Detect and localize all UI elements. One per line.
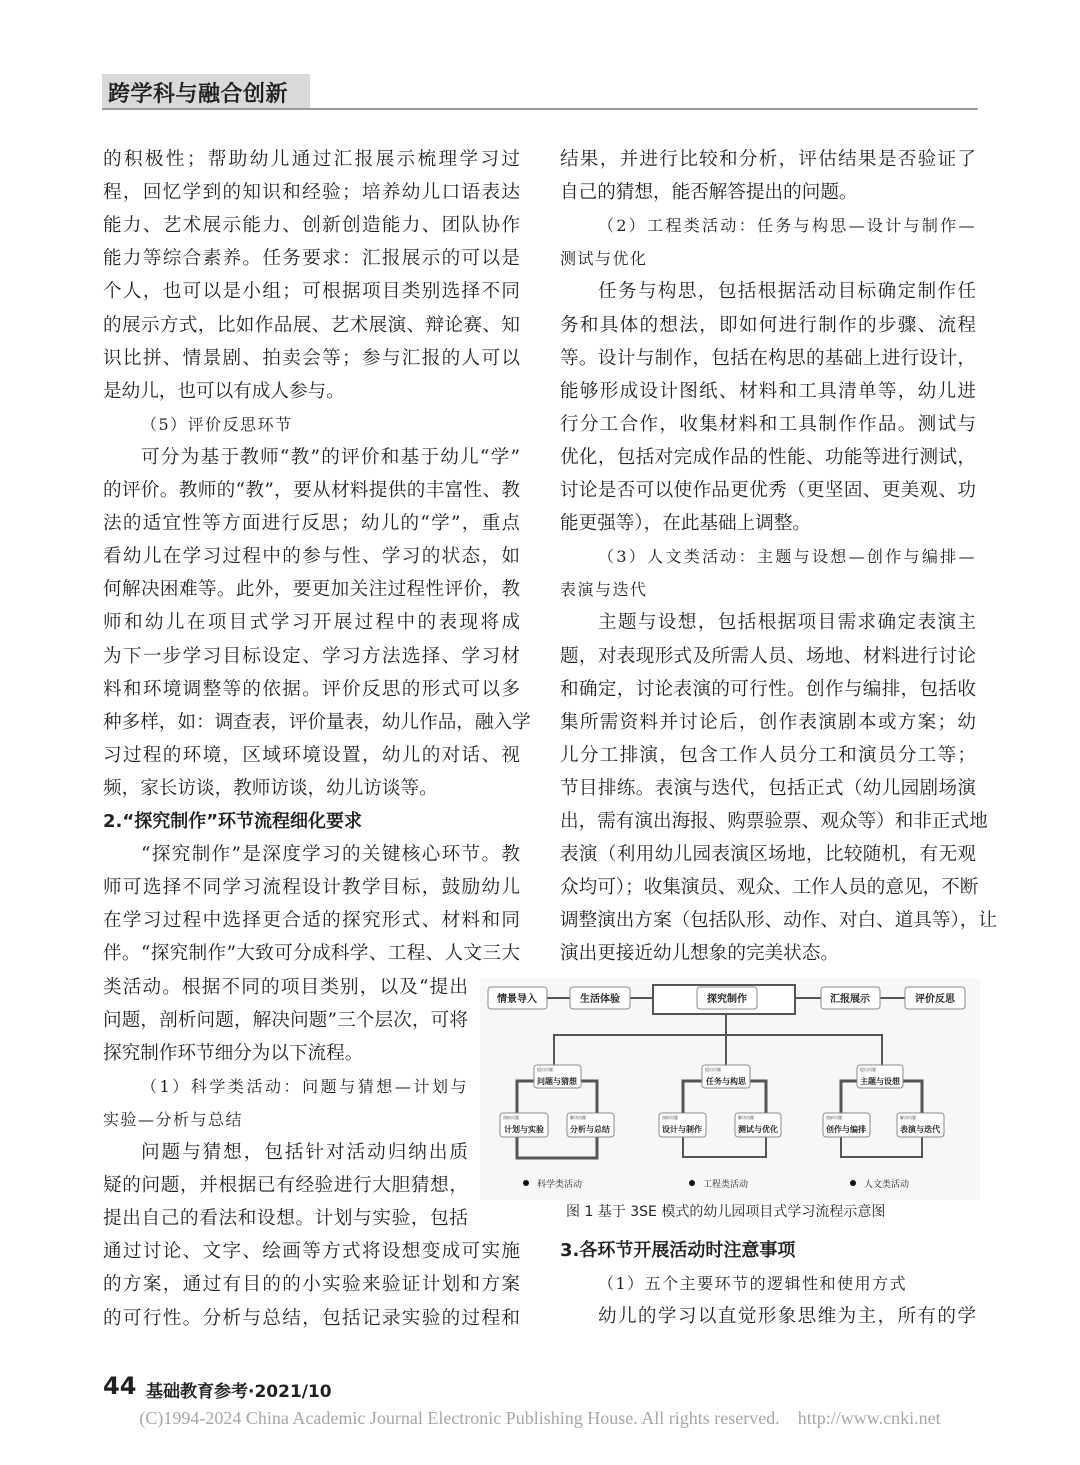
section-heading: 3.各环节开展活动时注意事项	[560, 1240, 796, 1261]
step-label: 情景导入	[497, 994, 537, 1005]
stage-label: 提出问题	[537, 1067, 553, 1072]
text-line: 幼儿的学习以直觉形象思维为主，所有的学	[598, 1306, 976, 1328]
page-number: 44	[103, 1372, 137, 1400]
text-line: 能更强等），在此基础上调整。	[560, 513, 812, 535]
text-line: 优化，包括对完成作品的性能、功能等进行测试，	[560, 446, 976, 468]
stage-label: 提出问题	[705, 1067, 721, 1072]
subsection-heading: 表演与迭代	[560, 580, 648, 600]
text-line: 结果，并进行比较和分析，评估结果是否验证了	[560, 149, 976, 170]
text-line: 的方案，通过有目的的小实验来验证计划和方案	[103, 1274, 520, 1296]
node-label: 表演与迭代	[900, 1125, 940, 1134]
text-line: 在学习过程中选择更合适的探究形式、材料和同	[103, 910, 520, 932]
legend-dot	[689, 1180, 695, 1186]
legend-dot	[523, 1180, 529, 1186]
text-line: 集所需资料并讨论后，创作表演剧本或方案；幼	[560, 711, 976, 733]
text-line: 能力等综合素养。任务要求：汇报展示的可以是	[103, 248, 520, 270]
legend-label: 人文类活动	[864, 1180, 910, 1190]
section-header	[102, 74, 310, 108]
text-line: 通过讨论、文字、绘画等方式将设想变成可实施	[103, 1241, 520, 1263]
text-line: 能力、艺术展示能力、创新创造能力、团队协作	[103, 215, 520, 237]
text-line: 习过程的环境，区域环境设置，幼儿的对话、视	[103, 744, 520, 766]
text-line: 料和环境调整等的依据。评价反思的形式可以多	[103, 678, 520, 700]
figure-1	[480, 978, 980, 1200]
text-line: 的可行性。分析与总结，包括记录实验的过程和	[103, 1307, 520, 1329]
stage-label: 剖析问题	[503, 1115, 519, 1120]
text-line: 儿分工排演，包含工作人员分工和演员分工等；	[560, 744, 976, 766]
journal-issue: 基础教育参考·2021/10	[146, 1382, 332, 1402]
text-line: 务和具体的想法，即如何进行制作的步骤、流程	[560, 314, 976, 336]
figure-caption: 图 1 基于 3SE 模式的幼儿园项目式学习流程示意图	[566, 1204, 886, 1220]
subsection-heading: （2）工程类活动：任务与构思—设计与制作—	[598, 216, 976, 236]
text-line: 为下一步学习目标设定、学习方法选择、学习材	[103, 645, 520, 667]
text-line: 的展示方式，比如作品展、艺术展演、辩论赛、知	[103, 314, 520, 336]
text-line: 众均可）；收集演员、观众、工作人员的意见，不断	[560, 877, 979, 899]
text-line: 类活动。根据不同的项目类别，以及“提出	[103, 976, 468, 998]
node-label: 创作与编排	[826, 1125, 866, 1134]
text-line: 调整演出方案（包括队形、动作、对白、道具等），让	[560, 910, 997, 932]
text-line: 任务与构思，包括根据活动目标确定制作任	[598, 281, 976, 303]
text-line: 程，回忆学到的知识和经验；培养幼儿口语表达	[103, 182, 520, 204]
node-label: 计划与实验	[504, 1125, 544, 1134]
text-line: 疑的问题，并根据已有经验进行大胆猜想，	[103, 1175, 468, 1197]
text-line: 的积极性；帮助幼儿通过汇报展示梳理学习过	[103, 149, 520, 170]
stage-label: 提出问题	[860, 1067, 876, 1072]
step-label: 生活体验	[580, 994, 620, 1005]
text-line: 识比拼、情景剧、拍卖会等；参与汇报的人可以	[103, 347, 520, 369]
node-label: 问题与猜想	[537, 1077, 577, 1086]
text-line: 的评价。教师的“教”，要从材料提供的丰富性、教	[103, 480, 520, 501]
stage-label: 解决问题	[900, 1115, 916, 1120]
text-line: 频，家长访谈，教师访谈，幼儿访谈等。	[103, 777, 438, 799]
text-line: 出，需有演出海报、购票验票、观众等）和非正式地	[560, 811, 988, 832]
flow-diagram	[480, 978, 980, 1200]
text-line: 题，对表现形式及所需人员、场地、材料进行讨论	[560, 645, 976, 667]
text-line: 探究制作环节细分为以下流程。	[103, 1042, 364, 1064]
subsection-heading: （1）五个主要环节的逻辑性和使用方式	[598, 1274, 908, 1294]
stage-label: 剖析问题	[826, 1115, 842, 1120]
node-label: 设计与制作	[662, 1125, 702, 1134]
copyright-watermark: (C)1994-2024 China Academic Journal Electronic Publishing House. All rights reserved. http://www.cnki.net	[139, 1408, 941, 1428]
step-label: 探究制作	[707, 994, 747, 1005]
text-line: 自己的猜想，能否解答提出的问题。	[560, 182, 858, 204]
text-line: 师和幼儿在项目式学习开展过程中的表现将成	[103, 612, 520, 634]
text-line: 主题与设想，包括根据项目需求确定表演主	[598, 612, 976, 634]
text-line: 师可选择不同学习流程设计教学目标，鼓励幼儿	[103, 877, 520, 899]
node-label: 分析与总结	[570, 1125, 610, 1134]
text-line: 提出自己的看法和设想。计划与实验，包括	[103, 1208, 468, 1230]
text-line: 等。设计与制作，包括在构思的基础上进行设计，	[560, 347, 976, 369]
text-line: 问题，剖析问题，解决问题”三个层次，可将	[103, 1009, 468, 1031]
subsection-heading: 实验—分析与总结	[103, 1109, 244, 1129]
subsection-heading: （1）科学类活动：问题与猜想—计划与	[141, 1076, 468, 1096]
text-line: 伴。“探究制作”大致可分成科学、工程、人文三大	[103, 943, 520, 965]
text-line: “探究制作”是深度学习的关键核心环节。教	[141, 844, 520, 866]
text-line: 演出更接近幼儿想象的完美状态。	[560, 943, 839, 965]
step-label: 汇报展示	[830, 994, 870, 1005]
text-line: 种多样，如：调查表，评价量表，幼儿作品，融入学	[103, 711, 531, 733]
stage-label: 解决问题	[738, 1115, 754, 1120]
text-line: 节目排练。表演与迭代，包括正式（幼儿园剧场演	[560, 777, 976, 799]
text-line: 行分工合作，收集材料和工具制作作品。测试与	[560, 413, 976, 435]
section-title: 跨学科与融合创新	[108, 82, 289, 107]
text-line: 讨论是否可以使作品更优秀（更坚固、更美观、功	[560, 480, 976, 501]
stage-label: 解决问题	[570, 1115, 586, 1120]
node-label: 主题与设想	[860, 1077, 900, 1086]
text-line: 能够形成设计图纸、材料和工具清单等，幼儿进	[560, 380, 976, 402]
text-line: 法的适宜性等方面进行反思；幼儿的“学”，重点	[103, 513, 520, 535]
legend-label: 科学类活动	[537, 1180, 583, 1190]
text-line: 何解决困难等。此外，要更加关注过程性评价，教	[103, 579, 520, 601]
section-heading: 2.“探究制作”环节流程细化要求	[103, 811, 363, 832]
subsection-heading: （3）人文类活动：主题与设想—创作与编排—	[598, 547, 976, 567]
text-line: 问题与猜想，包括针对活动归纳出质	[141, 1142, 468, 1163]
legend-label: 工程类活动	[703, 1180, 749, 1190]
text-line: 是幼儿，也可以有成人参与。	[103, 380, 345, 402]
text-line: 看幼儿在学习过程中的参与性、学习的状态，如	[103, 546, 520, 568]
node-label: 任务与构思	[706, 1077, 746, 1086]
header-divider	[102, 108, 978, 110]
subsection-heading: （5）评价反思环节	[141, 414, 293, 434]
stage-label: 剖析问题	[662, 1115, 678, 1120]
text-line: 表演（利用幼儿园表演区场地，比较随机，有无观	[560, 844, 976, 866]
step-label: 评价反思	[915, 994, 955, 1005]
node-label: 测试与优化	[738, 1125, 778, 1134]
legend-dot	[850, 1180, 856, 1186]
text-line: 可分为基于教师“教”的评价和基于幼儿“学”	[141, 446, 520, 468]
text-line: 和确定，讨论表演的可行性。创作与编排，包括收	[560, 678, 976, 700]
text-line: 个人，也可以是小组；可根据项目类别选择不同	[103, 281, 520, 303]
subsection-heading: 测试与优化	[560, 249, 648, 269]
